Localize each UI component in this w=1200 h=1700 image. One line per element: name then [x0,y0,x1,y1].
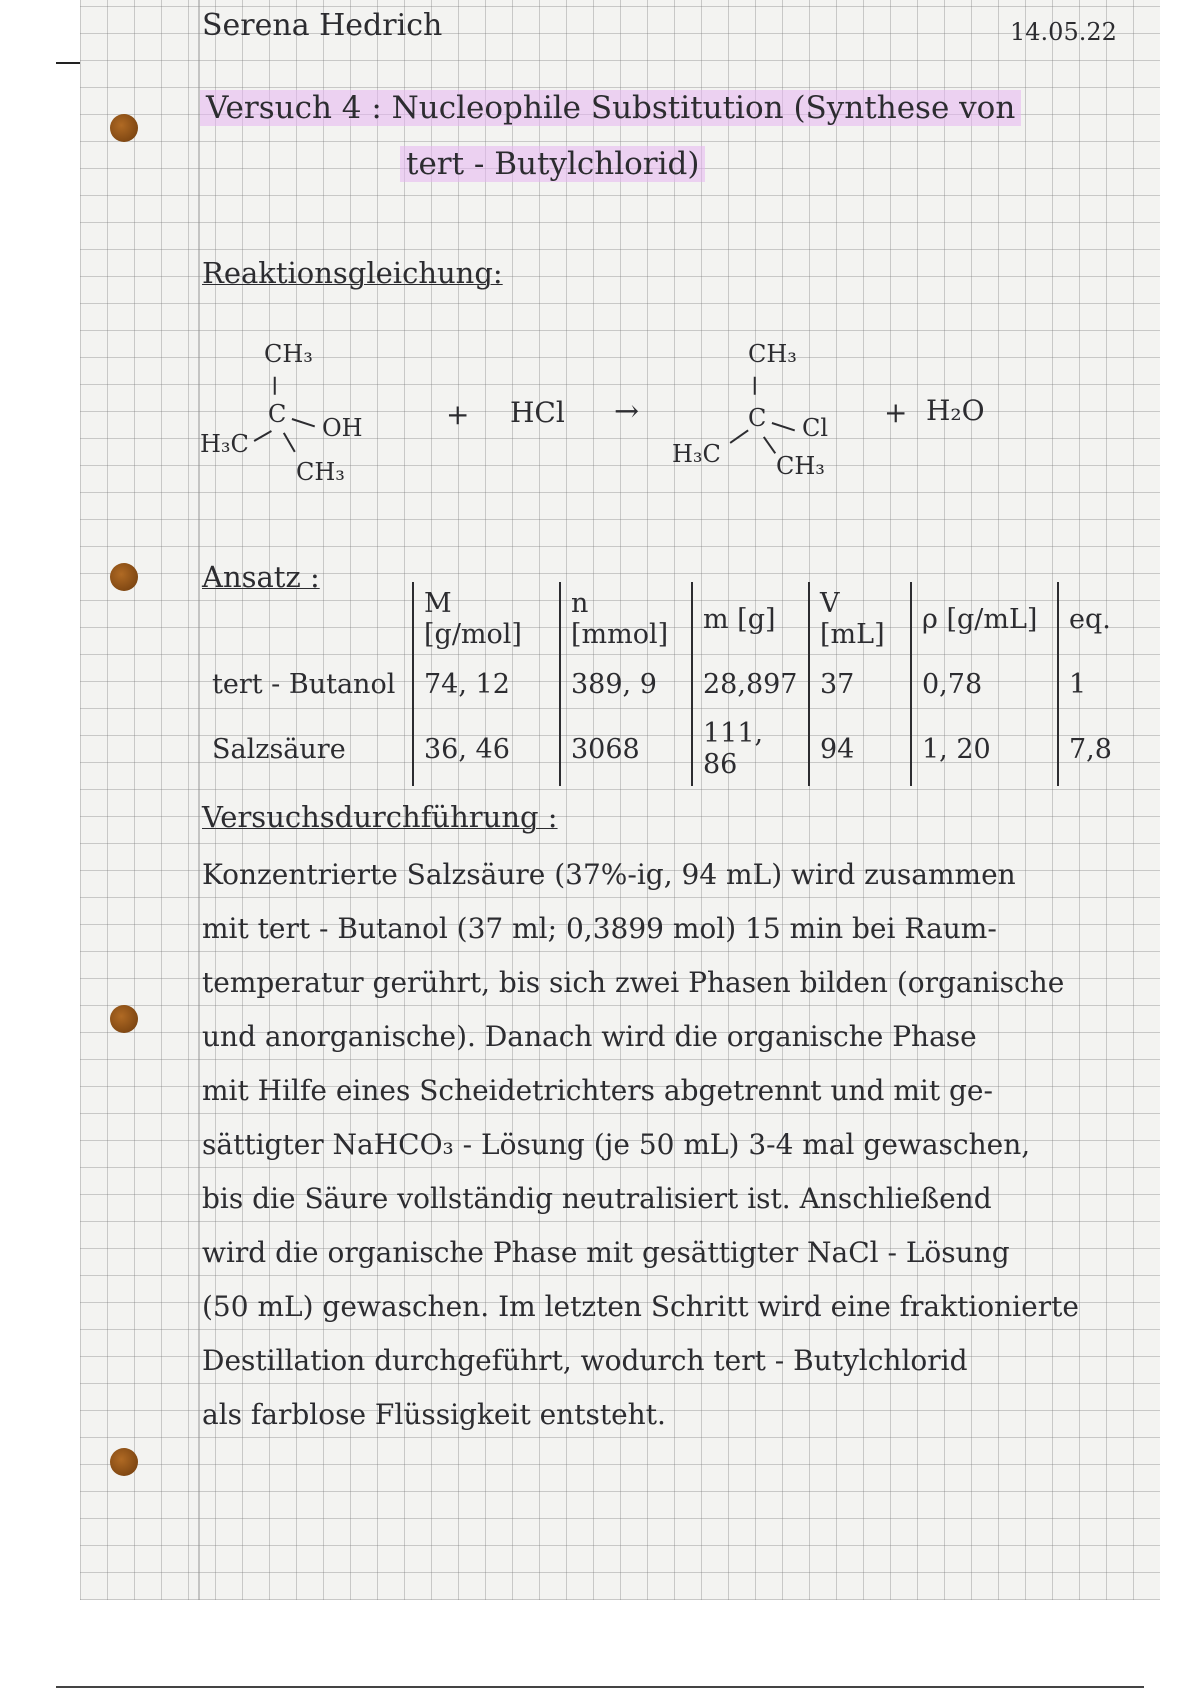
punch-hole-3 [110,1005,138,1033]
procedure-heading: Versuchsdurchführung : [202,800,558,834]
margin-line [198,0,200,1600]
table-cell: 94 [809,712,911,786]
product-bottom-ch3: CH₃ [776,452,825,480]
procedure-line: sättigter NaHCO₃ - Lösung (je 50 mL) 3-4 mal gewaschen, [202,1128,1031,1161]
procedure-line: und anorganische). Danach wird die organische Phase [202,1020,977,1053]
table-cell: 1, 20 [911,712,1058,786]
table-cell: 7,8 [1058,712,1129,786]
column-header-volume: V [mL] [809,582,911,656]
reaction-arrow: → [614,394,640,429]
bond-line [754,377,756,395]
bottom-rule [56,1686,1144,1688]
reactant-oh-group: OH [322,414,363,442]
reactant-hcl: HCl [510,396,565,429]
table-corner [202,582,413,656]
procedure-line: als farblose Flüssigkeit entsteht. [202,1398,666,1431]
product-left-h3c: H₃C [672,440,721,468]
product-central-carbon: C [748,404,767,432]
table-row [202,656,1129,712]
table-cell: 1 [1058,656,1129,712]
procedure-line: bis die Säure vollständig neutralisiert ist. Anschließend [202,1182,992,1215]
table-cell: 28,897 [692,656,809,712]
ansatz-heading: Ansatz : [202,560,320,594]
procedure-line: temperatur gerührt, bis sich zwei Phasen bilden (organische [202,966,1065,999]
column-header-mass: m [g] [692,582,809,656]
table-row [202,712,1129,786]
plus-sign-2: + [884,396,908,429]
column-header-molar-mass: M [g/mol] [413,582,560,656]
ansatz-table [202,582,1129,786]
table-cell: 389, 9 [560,656,692,712]
table-cell: 36, 46 [413,712,560,786]
table-cell: 37 [809,656,911,712]
procedure-line: mit tert - Butanol (37 ml; 0,3899 mol) 15 min bei Raum- [202,912,997,945]
page-edge-dash [56,62,80,64]
product-water: H₂O [926,394,985,427]
table-cell: 0,78 [911,656,1058,712]
author-name: Serena Hedrich [202,8,443,43]
column-header-equivalents: eq. [1058,582,1129,656]
product-top-ch3: CH₃ [748,340,797,368]
punch-hole-2 [110,563,138,591]
table-header-row [202,582,1129,656]
experiment-title-line-1: Versuch 4 : Nucleophile Substitution (Synthese von [200,90,1021,126]
document-date: 14.05.22 [1010,18,1117,46]
table-cell: 111, 86 [692,712,809,786]
procedure-text [202,848,1102,1442]
plus-sign-1: + [446,398,470,431]
procedure-line: wird die organische Phase mit gesättigter NaCl - Lösung [202,1236,1010,1269]
column-header-density: ρ [g/mL] [911,582,1058,656]
punch-hole-4 [110,1448,138,1476]
row-label: Salzsäure [212,733,346,765]
procedure-line: Destillation durchgeführt, wodurch tert - Butylchlorid [202,1344,968,1377]
bond-line [274,377,276,395]
reactant-bottom-ch3: CH₃ [296,458,345,486]
punch-hole-1 [110,114,138,142]
table-cell: 3068 [560,712,692,786]
row-label: tert - Butanol [212,668,396,700]
reactant-left-h3c: H₃C [200,430,249,458]
procedure-line: mit Hilfe eines Scheidetrichters abgetrennt und mit ge- [202,1074,993,1107]
reactant-top-ch3: CH₃ [264,340,313,368]
experiment-title-line-2: tert - Butylchlorid) [400,146,705,182]
reactant-central-carbon: C [268,400,287,428]
reaction-equation-heading: Reaktionsgleichung: [202,256,503,290]
column-header-amount: n [mmol] [560,582,692,656]
table-cell: 74, 12 [413,656,560,712]
procedure-line: Konzentrierte Salzsäure (37%-ig, 94 mL) wird zusammen [202,858,1016,891]
procedure-line: (50 mL) gewaschen. Im letzten Schritt wird eine fraktionierte [202,1290,1079,1323]
product-cl-group: Cl [802,414,829,442]
